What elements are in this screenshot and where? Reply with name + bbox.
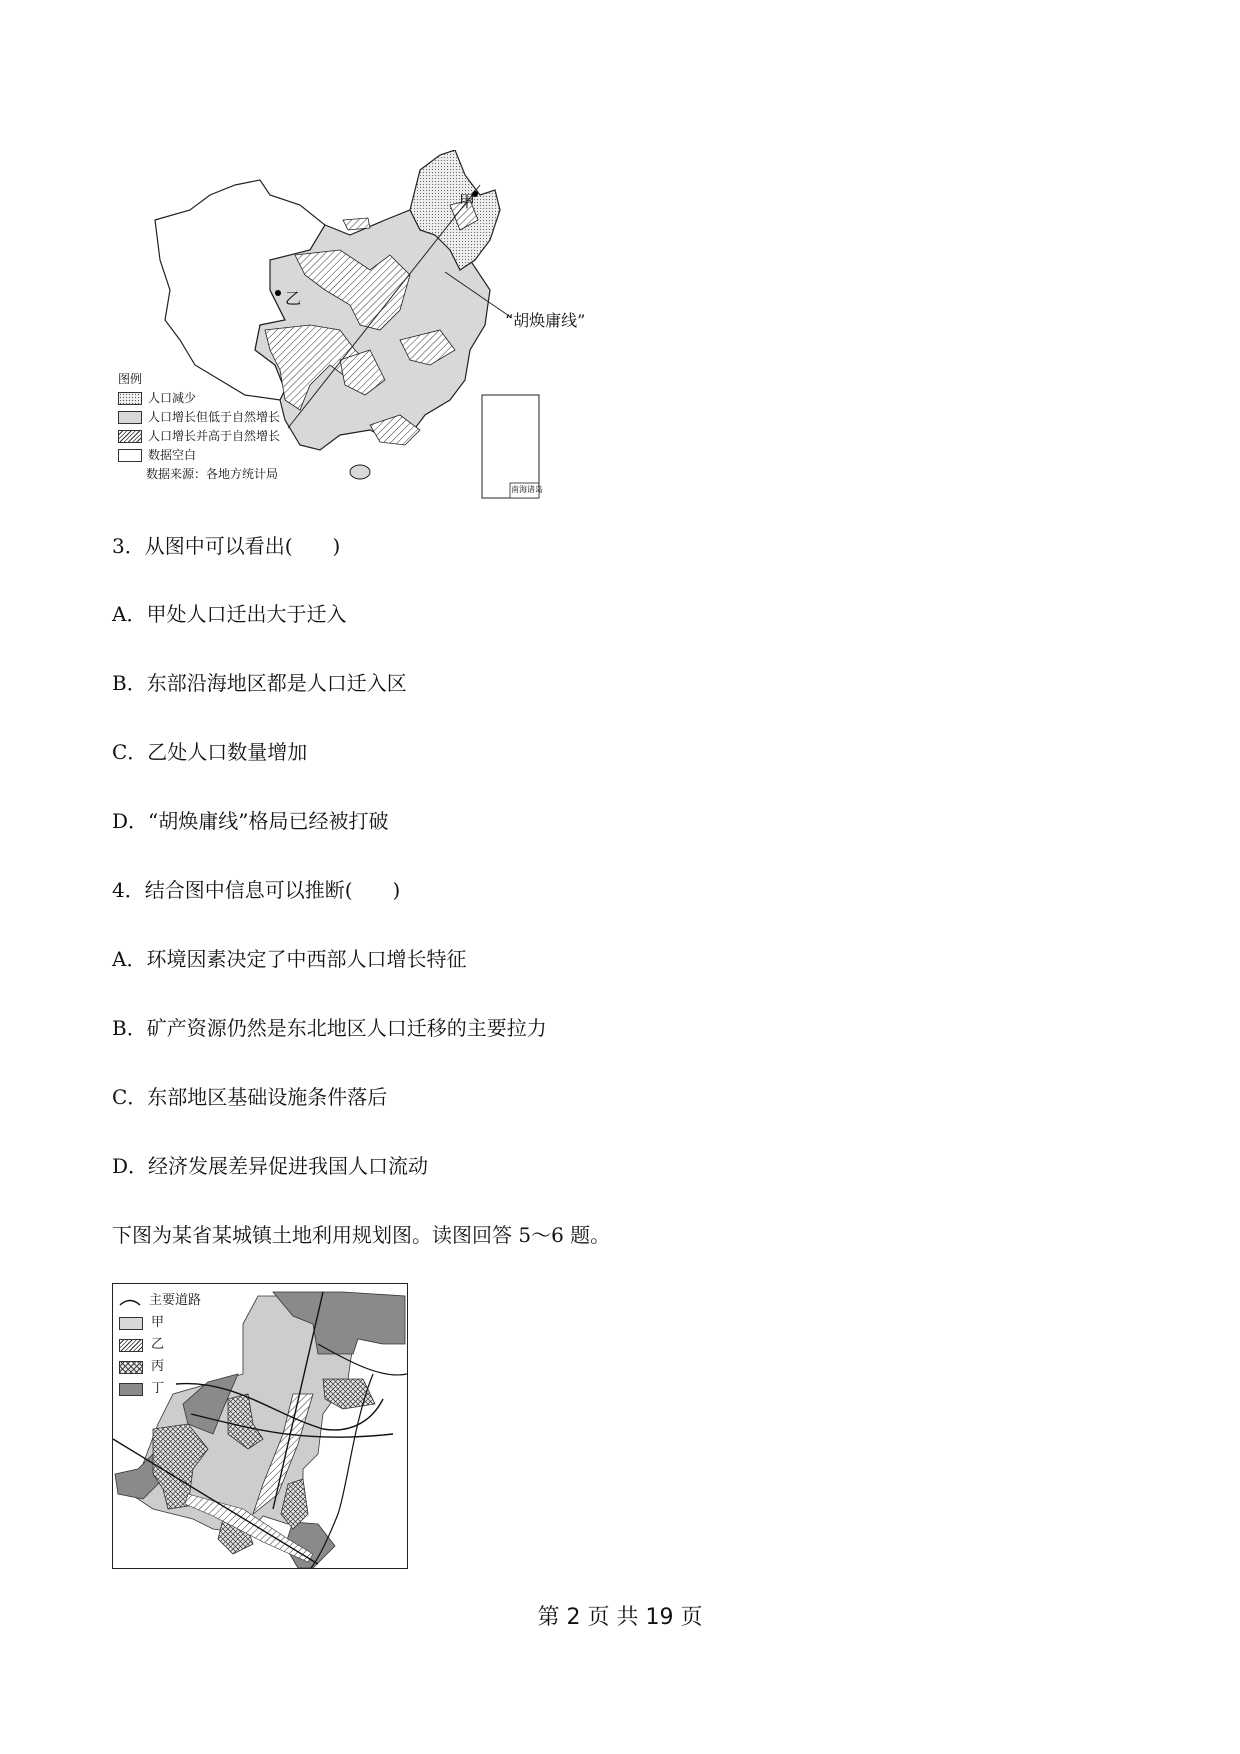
point-jia-label: 甲 [459, 192, 476, 211]
legend-label: 主要道路 [149, 1293, 202, 1308]
legend-label: 甲 [151, 1315, 165, 1330]
question-3-stem: 3．从图中可以看出( ) [112, 534, 341, 558]
legend-item [118, 389, 280, 408]
data-source: 数据来源：各地方统计局 [146, 467, 279, 481]
crosshatch-swatch-icon [119, 1361, 143, 1374]
legend-label: 人口增长但低于自然增长 [148, 410, 281, 424]
legend-item [119, 1312, 201, 1334]
land-use-map [112, 1283, 408, 1569]
legend-item [119, 1378, 201, 1400]
question-4-option-a[interactable]: A．环境因素决定了中西部人口增长特征 [112, 947, 467, 971]
legend-item [118, 427, 280, 446]
legend-item [118, 446, 280, 465]
legend-label: 人口增长并高于自然增长 [148, 429, 281, 443]
page-footer: 第 2 页 共 19 页 [537, 1605, 703, 1630]
legend-item [119, 1334, 201, 1356]
inset-label: 南海诸岛 [511, 485, 543, 494]
question-3-option-c[interactable]: C．乙处人口数量增加 [112, 740, 308, 764]
light-gray-swatch-icon [119, 1317, 143, 1330]
dark-gray-swatch-icon [119, 1383, 143, 1396]
legend-item [119, 1356, 201, 1378]
question-4-option-b[interactable]: B．矿产资源仍然是东北地区人口迁移的主要拉力 [112, 1016, 547, 1040]
question-4-option-c[interactable]: C．东部地区基础设施条件落后 [112, 1085, 388, 1109]
legend-label: 人口减少 [148, 391, 197, 405]
intro-questions-5-6: 下图为某省某城镇土地利用规划图。读图回答 5～6 题。 [112, 1223, 611, 1247]
legend-label: 乙 [151, 1337, 165, 1352]
hatched-swatch-icon [118, 430, 142, 443]
dotted-swatch-icon [118, 392, 142, 405]
legend-item [118, 408, 280, 427]
road-line-icon [119, 1296, 141, 1306]
blank-swatch-icon [118, 449, 142, 462]
question-4-stem: 4．结合图中信息可以推断( ) [112, 878, 401, 902]
legend-item [119, 1290, 201, 1312]
legend-title: 图例 [118, 372, 143, 386]
map2-legend [119, 1290, 201, 1400]
legend-label: 数据空白 [148, 448, 197, 462]
question-3-option-d[interactable]: D．“胡焕庸线”格局已经被打破 [112, 809, 389, 833]
question-3-option-b[interactable]: B．东部沿海地区都是人口迁入区 [112, 671, 407, 695]
hatched-swatch-icon [119, 1339, 143, 1352]
hu-line-label: “胡焕庸线” [505, 311, 586, 330]
map1-legend [118, 370, 280, 484]
question-4-option-d[interactable]: D．经济发展差异促进我国人口流动 [112, 1154, 429, 1178]
point-yi-label: 乙 [285, 289, 302, 308]
legend-label: 丁 [151, 1381, 165, 1396]
question-3-option-a[interactable]: A．甲处人口迁出大于迁入 [112, 602, 347, 626]
legend-label: 丙 [151, 1359, 165, 1374]
gray-swatch-icon [118, 411, 142, 424]
